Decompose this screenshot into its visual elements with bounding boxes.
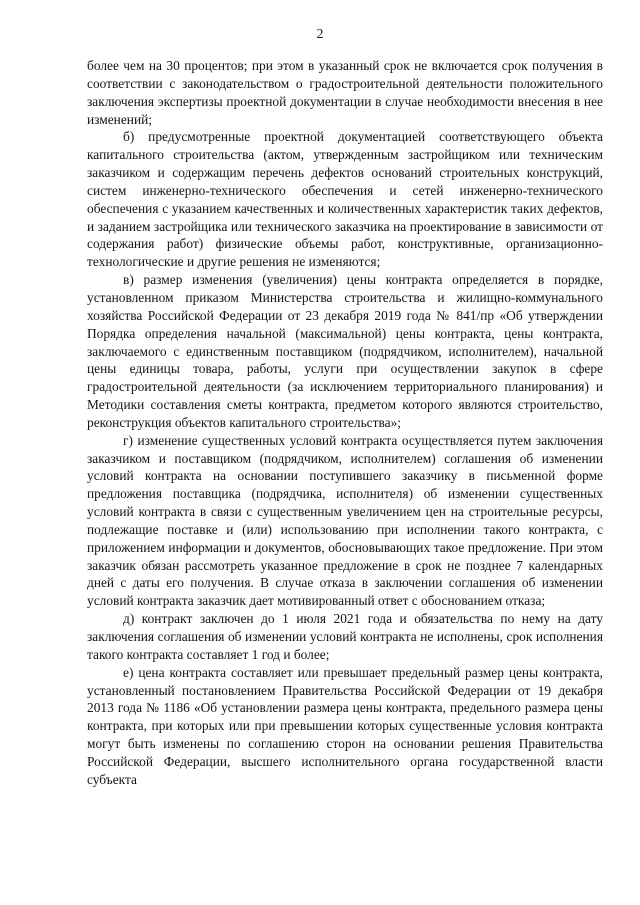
paragraph-e: е) цена контракта составляет или превышает предельный размер цены контракта, установленный постановлением Правительства Российской Федерации от 19 декабря 2013 года № 1186 «Об установлении размера цены контракта, предельного размера цены контракта, при которых или при превышении которых существенные условия контракта могут быть изменены по соглашению сторон на основании решения Правительства Российской Федерации, высшего исполнительного органа государственной власти субъекта [87,664,603,787]
document-body [87,57,603,789]
paragraph-d: д) контракт заключен до 1 июля 2021 года и обязательства по нему на дату заключения соглашения об изменении условий контракта не исполнены, срок исполнения такого контракта составляет 1 год и более; [87,611,603,662]
paragraph-b: б) предусмотренные проектной документацией соответствующего объекта капитального строительства (актом, утвержденным застройщиком или техническим заказчиком и содержащим перечень дефектов оснований строительных конструкций, систем инженерно-технического обеспечения и сетей инженерно-технического обеспечения с указанием качественных и количественных характеристик таких дефектов, и заданием застройщика или технического заказчика на проектирование в зависимости от содержания работ) физические объемы работ, конструктивные, организационно-технологические и другие решения не изменяются; [87,129,603,270]
paragraph-g: г) изменение существенных условий контракта осуществляется путем заключения заказчиком и поставщиком (подрядчиком, исполнителем) соглашения об изменении условий контракта на основании поступившего заказчику в письменной форме предложения поставщика (подрядчика, исполнителя) об изменении существенных условий контракта в связи с существенным увеличением цен на строительные ресурсы, подлежащие поставке и (или) использованию при исполнении такого контракта, с приложением информации и документов, обосновывающих такое предложение. При этом заказчик обязан рассмотреть указанное предложение в срок не позднее 7 календарных дней с даты его получения. В случае отказа в заключении соглашения об изменении условий контракта заказчик дает мотивированный ответ с обоснованием отказа; [87,432,603,609]
paragraph-v: в) размер изменения (увеличения) цены контракта определяется в порядке, установленном приказом Министерства строительства и жилищно-коммунального хозяйства Российской Федерации от 23 декабря 2019 года № 841/пр «Об утверждении Порядка определения начальной (максимальной) цены контракта, цены контракта, заключаемого с единственным поставщиком (подрядчиком, исполнителем), начальной цены единицы товара, работы, услуги при осуществлении закупок в сфере градостроительной деятельности (за исключением территориального планирования) и Методики составления сметы контракта, предметом которого являются строительство, реконструкция объектов капитального строительства»; [87,272,603,430]
page-number: 2 [316,27,324,42]
paragraph-a-continuation: более чем на 30 процентов; при этом в указанный срок не включается срок получения в соответствии с законодательством о градостроительной деятельности положительного заключения экспертизы проектной документации в случае необходимости внесения в нее изменений; [87,58,603,127]
